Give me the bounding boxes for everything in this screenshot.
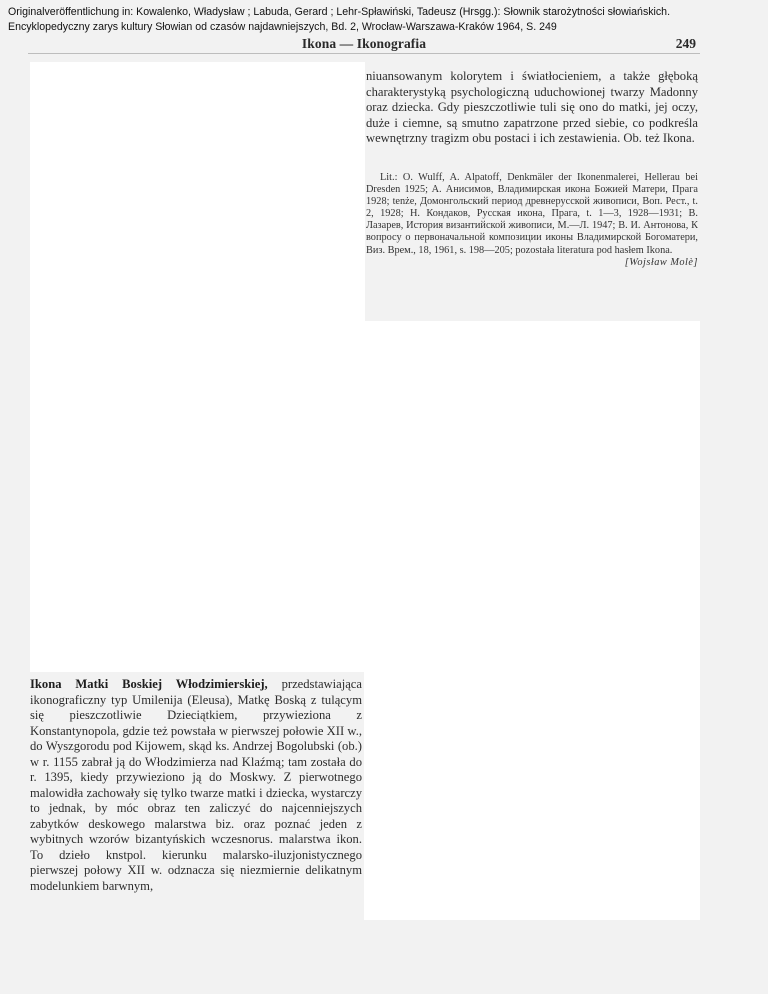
illustration-placeholder-right (364, 321, 700, 920)
right-column-body (366, 69, 698, 147)
source-note (8, 5, 763, 35)
running-title: Ikona — Ikonografia (301, 36, 427, 51)
literature-block (366, 172, 698, 269)
illustration-placeholder-left (30, 62, 365, 672)
left-column-entry (30, 677, 362, 894)
entry-headword: Ikona Matki Boskiej Włodzimierskiej, (30, 677, 268, 691)
running-head (28, 35, 700, 54)
source-note-line-2: Encyklopedyczny zarys kultury Słowian od czasów najdawniejszych, Bd. 2, Wrocław-Warszawa-Kraków 1964, S. 249 (8, 21, 557, 33)
source-note-line-1: Originalveröffentlichung in: Kowalenko, Władysław ; Labuda, Gerard ; Lehr-Spławiński, Tadeusz (Hrsgg.): Słownik starożytności słowiańskich. (8, 6, 671, 18)
entry-body: przedstawiająca ikonograficzny typ Umilenija (Eleusa), Matkę Boską z tulącym się pieszczotliwie Dzieciątkiem, przywieziona z Konstantynopola, gdzie też powstała w pierwszej połowie XII w., do Wyszgorodu pod Kijowem, skąd ks. Andrzej Bogolubski (ob.) w r. 1155 zabrał ją do Włodzimierza nad Klaźmą; tam została do r. 1395, kiedy przywieziono ją do Moskwy. Z pierwotnego malowidła zachowały się tylko twarze matki i dziecka, wystarczy to jednak, by móc obraz ten zaliczyć do najcenniejszych zabytków deskowego malarstwa biz. oraz poznać jeden z wybitnych wzorów bizantyńskich wczesnorus. malarstwa ikon. To dzieło knstpol. kierunku malarsko-iluzjonistycznego pierwszej połowy XII w. odznacza się niezmiernie delikatnym modelunkiem barwnym, (30, 677, 362, 893)
right-column-paragraph: niuansowanym kolorytem i światłocieniem, a także głęboką charakterystyką psychologiczną uduchowionej twarzy Madonny oraz dziecka. Gdy pieszczotliwie tuli się ono do matki, jej oczy, duże i ciemne, są smutno zapatrzone przed siebie, co podkreśla wewnętrzny tragizm obu postaci i ich zestawienia. Ob. też Ikona. (366, 69, 698, 145)
page-number: 249 (675, 36, 696, 51)
author-signature: [Wojsław Molè] (624, 256, 698, 268)
literature-text: Lit.: O. Wulff, A. Alpatoff, Denkmäler der Ikonenmalerei, Hellerau bei Dresden 1925; A. Анисимов, Владимирская икона Божией Матери, Прага 1928; tenże, Домонгольский период древнерусской живописи, Воп. Рест., t. 2, 1928; Н. Кондаков, Русская икона, Прага, t. 1—3, 1928—1931; В. Лазарев, История византийской живописи, М.—Л. 1947; В. И. Антонова, К вопросу о первоначальной композиции иконы Владимирской Богоматери, Виз. Врем., 18, 1961, s. 198—205; pozostała literatura pod hasłem Ikona. (366, 172, 698, 256)
